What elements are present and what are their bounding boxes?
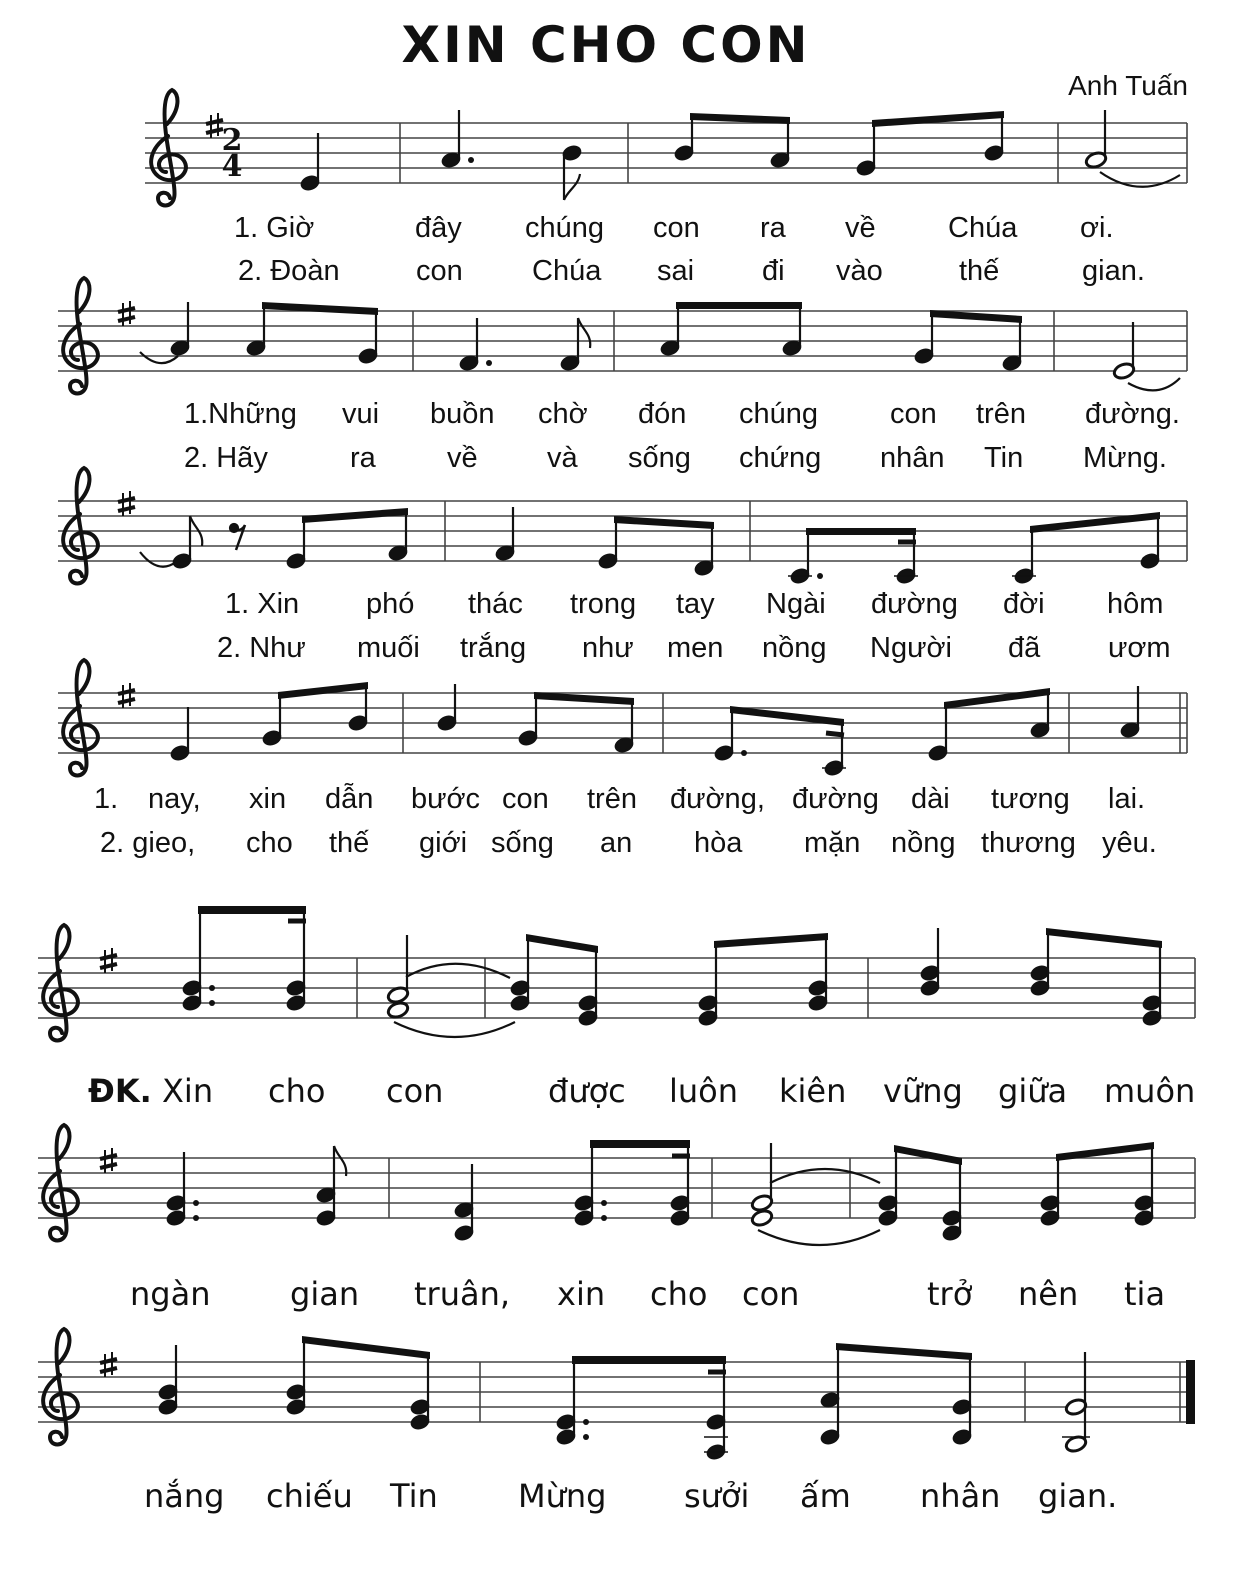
lyrics-chorus-line-3 — [144, 1477, 1117, 1515]
lyric-word: vững — [883, 1072, 963, 1110]
lyric-word: thế — [959, 255, 1000, 287]
lyric-word: đường — [792, 783, 879, 815]
treble-clef-icon — [63, 660, 98, 776]
lyric-word: phó — [366, 588, 415, 620]
lyric-word: gian — [290, 1275, 360, 1313]
lyric-word: nồng — [891, 827, 956, 859]
lyrics-line-4-verse-2 — [100, 827, 1157, 859]
key-signature-sharp-icon — [118, 491, 135, 516]
lyrics-chorus-line-1 — [162, 1072, 1195, 1110]
lyric-word: Chúa — [532, 255, 602, 287]
lyric-word: con — [386, 1072, 444, 1110]
key-signature-sharp-icon — [100, 1352, 117, 1377]
treble-clef-icon — [43, 1125, 78, 1241]
lyric-word: 2. Như — [217, 632, 306, 664]
lyric-word: ươm — [1108, 632, 1171, 664]
lyric-word: đây — [415, 212, 462, 244]
lyric-word: muôn — [1104, 1072, 1196, 1110]
lyrics-line-3-verse-2 — [217, 631, 1171, 664]
staff-6 — [38, 1125, 1195, 1245]
key-signature-sharp-icon — [206, 113, 223, 138]
lyric-word: nhân — [920, 1477, 1001, 1515]
lyric-word: Tin — [984, 442, 1024, 474]
lyric-word: ra — [350, 442, 376, 474]
lyric-word: giới — [419, 827, 468, 859]
lyric-word: trong — [570, 588, 637, 620]
lyric-word: nay, — [148, 783, 201, 815]
lyric-word: 2. Hãy — [184, 442, 268, 474]
lyric-word: trắng — [460, 632, 527, 664]
lyric-word: con — [502, 783, 549, 815]
lyric-word: đường — [871, 588, 958, 620]
chorus-marker: ĐK. — [88, 1072, 152, 1110]
lyric-word: trên — [587, 783, 637, 815]
lyric-word: nên — [1018, 1275, 1079, 1313]
lyric-word: muối — [357, 632, 420, 664]
lyric-word: nồng — [762, 632, 827, 664]
key-signature-sharp-icon — [100, 948, 117, 973]
lyric-word: đón — [638, 398, 687, 430]
treble-clef-icon — [63, 278, 98, 394]
lyric-word: chứng — [739, 442, 822, 474]
lyric-word: dài — [911, 783, 950, 815]
lyric-word: con — [742, 1275, 800, 1313]
lyric-word: 1. Giờ — [234, 212, 315, 244]
lyric-word: thế — [329, 827, 370, 859]
lyric-word: Mừng — [518, 1477, 607, 1515]
lyric-word: sai — [657, 255, 695, 287]
lyric-word: mặn — [804, 827, 861, 859]
lyric-word: chúng — [525, 212, 605, 244]
lyric-word: kiên — [779, 1072, 847, 1110]
lyric-word: và — [547, 442, 578, 474]
staff-5 — [38, 906, 1195, 1041]
lyric-word: hòa — [694, 827, 743, 859]
lyric-word: Xin — [162, 1072, 214, 1110]
treble-clef-icon — [63, 468, 98, 584]
lyric-word: con — [653, 212, 700, 244]
lyrics-line-4-verse-1 — [94, 782, 1145, 815]
lyric-word: chúng — [739, 398, 819, 430]
lyric-word: cho — [650, 1275, 708, 1313]
lyric-word: yêu. — [1102, 827, 1157, 859]
lyric-word: chờ — [538, 398, 588, 430]
lyric-word: gian. — [1038, 1477, 1118, 1515]
lyric-word: Ngài — [766, 588, 826, 620]
lyric-word: tương — [991, 783, 1070, 815]
lyric-word: về — [447, 442, 478, 474]
staff-1 — [145, 90, 1187, 206]
lyric-word: ấm — [800, 1477, 851, 1515]
lyric-word: được — [548, 1072, 626, 1110]
lyric-word: về — [845, 212, 876, 244]
lyric-word: 1. Xin — [225, 588, 300, 620]
treble-clef-icon — [151, 90, 186, 206]
lyrics-line-1-verse-2 — [238, 255, 1145, 287]
lyric-word: men — [667, 632, 724, 664]
final-barline — [1186, 1360, 1195, 1424]
key-signature-sharp-icon — [100, 1148, 117, 1173]
lyric-word: đi — [762, 255, 785, 287]
lyric-word: tia — [1124, 1275, 1166, 1313]
lyric-word: thương — [981, 827, 1076, 859]
lyric-word: vào — [836, 255, 883, 287]
lyric-word: Tin — [390, 1477, 438, 1515]
time-signature: 2 — [221, 123, 243, 158]
staff-4 — [58, 660, 1187, 777]
lyric-word: đã — [1008, 632, 1041, 664]
svg-text:4: 4 — [221, 149, 243, 184]
lyric-word: đường. — [1085, 398, 1180, 430]
lyric-word: cho — [268, 1072, 326, 1110]
lyric-word: ơi. — [1080, 212, 1114, 244]
lyric-word: đường, — [670, 783, 765, 815]
lyrics-chorus-line-2 — [130, 1275, 1165, 1313]
lyric-word: vui — [342, 398, 380, 430]
lyrics-line-1-verse-1 — [234, 212, 1114, 244]
lyric-word: bước — [411, 783, 481, 815]
lyric-word: xin — [249, 783, 287, 815]
staff-7 — [38, 1329, 1195, 1461]
lyric-word: cho — [246, 827, 293, 859]
treble-clef-icon — [43, 1329, 78, 1445]
lyric-word: truân, — [414, 1275, 511, 1313]
lyric-word: trên — [976, 398, 1026, 430]
lyric-word: con — [416, 255, 463, 287]
lyric-word: ngàn — [130, 1275, 211, 1313]
key-signature-sharp-icon — [118, 301, 135, 326]
staff-2 — [58, 278, 1187, 394]
lyrics-line-2-verse-2 — [184, 442, 1167, 474]
lyric-word: tay — [676, 588, 715, 620]
lyric-word: trở — [927, 1275, 973, 1313]
staff-3 — [58, 468, 1187, 585]
lyric-word: xin — [557, 1275, 606, 1313]
lyric-word: Mừng. — [1083, 442, 1167, 474]
composer-name: Anh Tuấn — [1068, 70, 1188, 101]
lyric-word: 1.Những — [184, 398, 297, 430]
lyric-word: sống — [491, 827, 554, 859]
lyric-word: luôn — [669, 1072, 739, 1110]
lyric-word: nắng — [144, 1477, 225, 1515]
lyric-word: nhân — [880, 442, 945, 474]
lyric-word: 1. — [94, 783, 119, 815]
lyric-word: 2. Đoàn — [238, 255, 340, 287]
lyric-word: như — [582, 632, 634, 664]
lyric-word: ra — [760, 212, 786, 244]
lyric-word: 2. gieo, — [100, 827, 196, 859]
treble-clef-icon — [43, 925, 78, 1041]
key-signature-sharp-icon — [118, 683, 135, 708]
lyric-word: lai. — [1108, 783, 1146, 815]
lyric-word: dẫn — [325, 783, 374, 815]
lyric-word: chiếu — [266, 1477, 353, 1515]
lyrics-line-3-verse-1 — [225, 588, 1163, 620]
lyric-word: con — [890, 398, 937, 430]
lyric-word: sưởi — [684, 1477, 750, 1515]
lyric-word: hôm — [1107, 588, 1164, 620]
lyric-word: đời — [1003, 588, 1045, 620]
song-title: XIN CHO CON — [401, 16, 811, 74]
lyrics-line-2-verse-1 — [184, 398, 1180, 430]
lyric-word: giữa — [998, 1072, 1068, 1110]
lyric-word: an — [600, 827, 633, 859]
lyric-word: gian. — [1082, 255, 1145, 287]
lyric-word: Chúa — [948, 212, 1018, 244]
lyric-word: sống — [628, 442, 691, 474]
lyric-word: thác — [468, 588, 523, 620]
lyric-word: buồn — [430, 398, 495, 430]
lyric-word: Người — [870, 632, 952, 664]
